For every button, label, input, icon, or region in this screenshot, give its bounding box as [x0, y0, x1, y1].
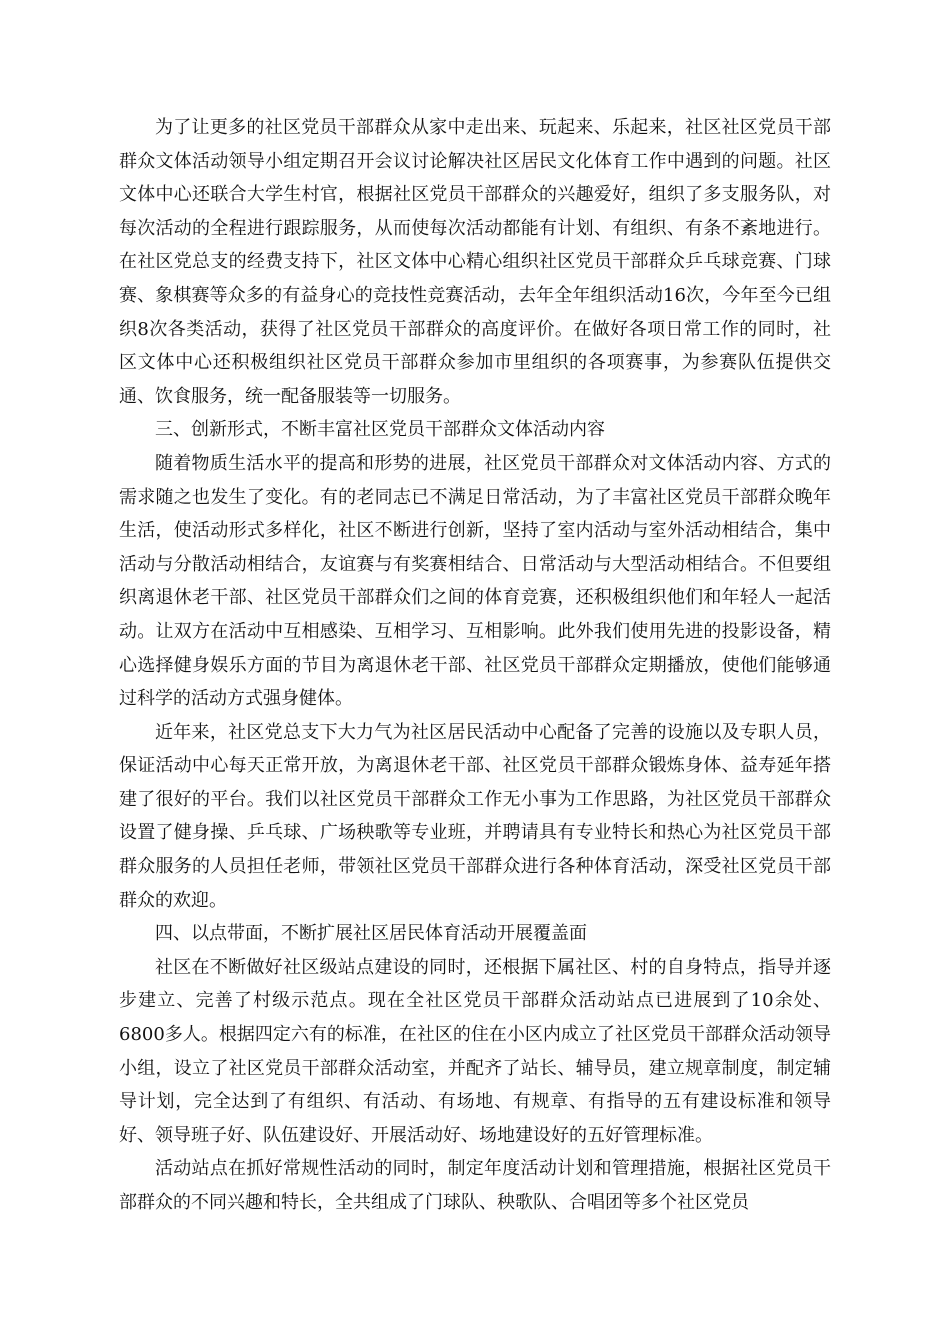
section-heading: 三、创新形式，不断丰富社区党员干部群众文体活动内容 [155, 419, 605, 441]
section-heading: 四、以点带面，不断扩展社区居民体育活动开展覆盖面 [155, 923, 587, 945]
paragraph: 社区在不断做好社区级站点建设的同时，还根据下属社区、村的自身特点，指导并逐步建立、完善了村级示范点。现在全社区党员干部群众活动站点已进展到了10余处、6800多人。根据四定六有的标准，在社区的住在小区内成立了社区党员干部群众活动领导小组，设立了社区党员干部群众活动室，并配齐了站长、辅导员，建立规章制度，制定辅导计划，完全达到了有组织、有活动、有场地、有规章、有指导的五有建设标准和领导好、领导班子好、队伍建设好、开展活动好、场地建设好的五好管理标准。 [119, 956, 831, 1146]
paragraph: 近年来，社区党总支下大力气为社区居民活动中心配备了完善的设施以及专职人员，保证活动中心每天正常开放，为离退休老干部、社区党员干部群众锻炼身体、益寿延年搭建了很好的平台。我们以社区党员干部群众工作无小事为工作思路，为社区党员干部群众设置了健身操、乒乓球、广场秧歌等专业班，并聘请具有专业特长和热心为社区党员干部群众服务的人员担任老师，带领社区党员干部群众进行各种体育活动，深受社区党员干部群众的欢迎。 [119, 721, 831, 911]
paragraph: 为了让更多的社区党员干部群众从家中走出来、玩起来、乐起来，社区社区党员干部群众文体活动领导小组定期召开会议讨论解决社区居民文化体育工作中遇到的问题。社区文体中心还联合大学生村官，根据社区党员干部群众的兴趣爱好，组织了多支服务队，对每次活动的全程进行跟踪服务，从而使每次活动都能有计划、有组织、有条不紊地进行。在社区党总支的经费支持下，社区文体中心精心组织社区党员干部群众乒乓球竞赛、门球赛、象棋赛等众多的有益身心的竞技性竞赛活动，去年全年组织活动16次，今年至今已组织8次各类活动，获得了社区党员干部群众的高度评价。在做好各项日常工作的同时，社区文体中心还积极组织社区党员干部群众参加市里组织的各项赛事，为参赛队伍提供交通、饮食服务，统一配备服装等一切服务。 [119, 117, 831, 407]
paragraph: 随着物质生活水平的提高和形势的进展，社区党员干部群众对文体活动内容、方式的需求随之也发生了变化。有的老同志已不满足日常活动，为了丰富社区党员干部群众晚年生活，使活动形式多样化，社区不断进行创新，坚持了室内活动与室外活动相结合，集中活动与分散活动相结合，友谊赛与有奖赛相结合、日常活动与大型活动相结合。不但要组织离退休老干部、社区党员干部群众们之间的体育竞赛，还积极组织他们和年轻人一起活动。让双方在活动中互相感染、互相学习、互相影响。此外我们使用先进的投影设备，精心选择健身娱乐方面的节目为离退休老干部、社区党员干部群众定期播放，使他们能够通过科学的活动方式强身健体。 [119, 452, 831, 710]
paragraph: 活动站点在抓好常规性活动的同时，制定年度活动计划和管理措施，根据社区党员干部群众的不同兴趣和特长，全共组成了门球队、秧歌队、合唱团等多个社区党员 [119, 1158, 831, 1213]
body-text [119, 111, 831, 1220]
